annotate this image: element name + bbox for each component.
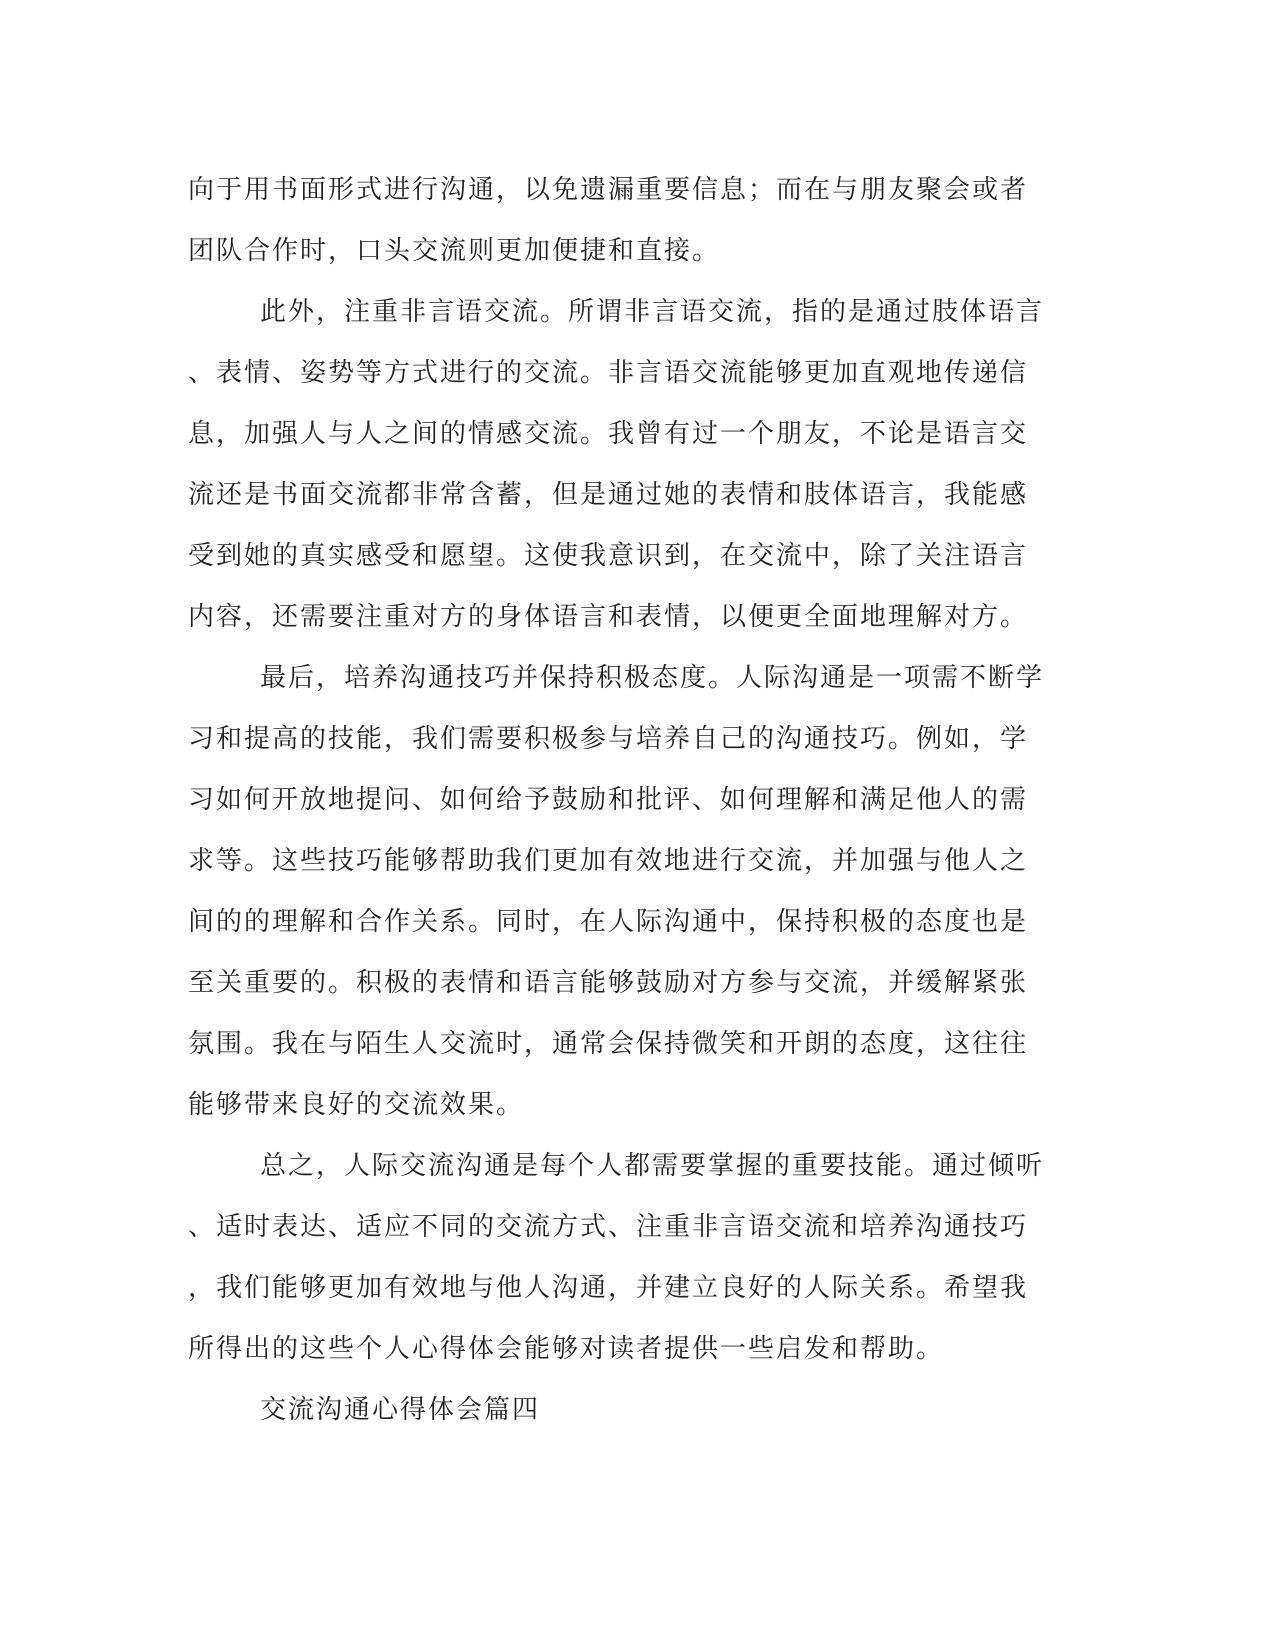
text-line: 受到她的真实感受和愿望。这使我意识到，在交流中，除了关注语言 (188, 541, 1029, 571)
text-line: 、表情、姿势等方式进行的交流。非言语交流能够更加直观地传递信 (188, 358, 1029, 388)
text-line: 能够带来良好的交流效果。 (188, 1090, 525, 1120)
paragraph-first-line: 总之，人际交流沟通是每个人都需要掌握的重要技能。通过倾听 (260, 1151, 1045, 1181)
text-line: 氛围。我在与陌生人交流时，通常会保持微笑和开朗的态度，这往往 (188, 1029, 1029, 1059)
text-line: 向于用书面形式进行沟通，以免遗漏重要信息；而在与朋友聚会或者 (188, 175, 1029, 205)
text-line: 求等。这些技巧能够帮助我们更加有效地进行交流，并加强与他人之 (188, 846, 1029, 876)
text-line: 习如何开放地提问、如何给予鼓励和批评、如何理解和满足他人的需 (188, 785, 1029, 815)
text-line: 内容，还需要注重对方的身体语言和表情，以便更全面地理解对方。 (188, 602, 1029, 632)
paragraph-first-line: 最后，培养沟通技巧并保持积极态度。人际沟通是一项需不断学 (260, 663, 1045, 693)
text-line: 所得出的这些个人心得体会能够对读者提供一些启发和帮助。 (188, 1334, 945, 1364)
text-line: ，我们能够更加有效地与他人沟通，并建立良好的人际关系。希望我 (188, 1273, 1029, 1303)
text-line: 间的的理解和合作关系。同时，在人际沟通中，保持积极的态度也是 (188, 907, 1029, 937)
document-body (188, 160, 1088, 1441)
text-line: 习和提高的技能，我们需要积极参与培养自己的沟通技巧。例如，学 (188, 724, 1029, 754)
text-line: 流还是书面交流都非常含蓄，但是通过她的表情和肢体语言，我能感 (188, 480, 1029, 510)
text-line: 息，加强人与人之间的情感交流。我曾有过一个朋友，不论是语言交 (188, 419, 1029, 449)
text-line: 团队合作时，口头交流则更加便捷和直接。 (188, 236, 721, 266)
text-line: 至关重要的。积极的表情和语言能够鼓励对方参与交流，并缓解紧张 (188, 968, 1029, 998)
section-heading: 交流沟通心得体会篇四 (260, 1395, 541, 1425)
paragraph-first-line: 此外，注重非言语交流。所谓非言语交流，指的是通过肢体语言 (260, 297, 1045, 327)
text-line: 、适时表达、适应不同的交流方式、注重非言语交流和培养沟通技巧 (188, 1212, 1029, 1242)
